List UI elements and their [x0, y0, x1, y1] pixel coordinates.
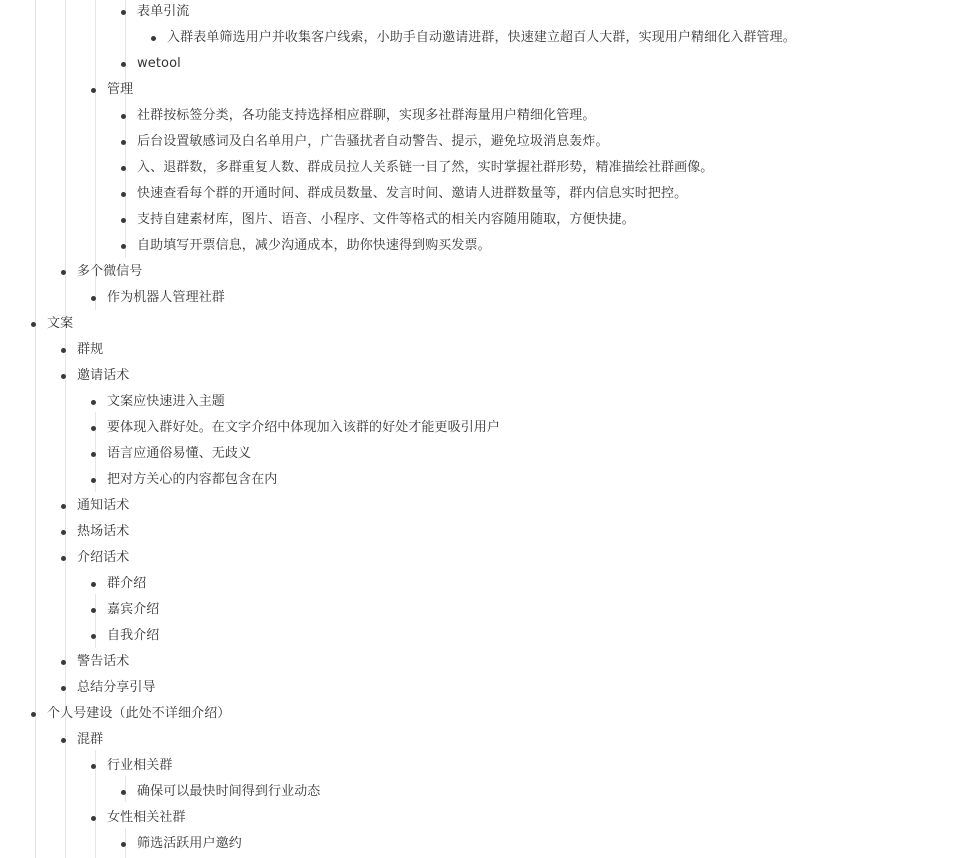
outline-item[interactable]: [0, 676, 978, 702]
outline-item-text: 总结分享引导: [77, 680, 156, 695]
bullet-dot-icon[interactable]: [61, 348, 66, 353]
bullet-dot-icon[interactable]: [31, 322, 36, 327]
bullet-dot-icon[interactable]: [61, 738, 66, 743]
outline-item[interactable]: [0, 702, 978, 728]
outline-item[interactable]: [0, 312, 978, 338]
outline-item-text: 快速查看每个群的开通时间、群成员数量、发言时间、邀请人进群数量等，群内信息实时把控。: [137, 186, 688, 201]
outline-item-text: 文案应快速进入主题: [107, 394, 225, 409]
bullet-dot-icon[interactable]: [61, 504, 66, 509]
outline-item[interactable]: [0, 104, 978, 130]
outline-item-text: 文案: [47, 316, 74, 331]
outline-item-text: 把对方关心的内容都包含在内: [107, 472, 278, 487]
outline-item[interactable]: [0, 0, 978, 26]
outline-item[interactable]: [0, 26, 978, 52]
outline-item-text: 筛选活跃用户邀约: [137, 836, 242, 851]
outline-item-text: 确保可以最快时间得到行业动态: [137, 784, 321, 799]
outline-item-text: 入、退群数，多群重复人数、群成员拉人关系链一目了然，实时掌握社群形势，精准描绘社群画像。: [137, 160, 714, 175]
outline-item[interactable]: [0, 546, 978, 572]
outline-item-text: 个人号建设（此处不详细介绍）: [47, 706, 231, 721]
bullet-dot-icon[interactable]: [61, 270, 66, 275]
bullet-dot-icon[interactable]: [121, 140, 126, 145]
bullet-dot-icon[interactable]: [121, 192, 126, 197]
outline-item[interactable]: [0, 286, 978, 312]
outline-item-text: 警告话术: [77, 654, 130, 669]
outline-item[interactable]: [0, 208, 978, 234]
bullet-dot-icon[interactable]: [91, 634, 96, 639]
outline-item-text: wetool: [137, 56, 181, 71]
bullet-dot-icon[interactable]: [61, 660, 66, 665]
outline-item[interactable]: [0, 416, 978, 442]
outline-item[interactable]: [0, 494, 978, 520]
outline-item-text: 自助填写开票信息，减少沟通成本，助你快速得到购买发票。: [137, 238, 491, 253]
outline-item[interactable]: [0, 806, 978, 832]
outline-item[interactable]: [0, 130, 978, 156]
bullet-dot-icon[interactable]: [91, 582, 96, 587]
outline-item-text: 管理: [107, 82, 134, 97]
outline-item[interactable]: [0, 338, 978, 364]
outline-item-text: 介绍话术: [77, 550, 130, 565]
bullet-dot-icon[interactable]: [91, 478, 96, 483]
bullet-dot-icon[interactable]: [121, 790, 126, 795]
outline-item[interactable]: [0, 624, 978, 650]
outline-item-text: 后台设置敏感词及白名单用户，广告骚扰者自动警告、提示，避免垃圾消息轰炸。: [137, 134, 609, 149]
outline-item-text: 通知话术: [77, 498, 130, 513]
bullet-dot-icon[interactable]: [121, 842, 126, 847]
bullet-dot-icon[interactable]: [61, 530, 66, 535]
bullet-dot-icon[interactable]: [121, 62, 126, 67]
outline-item-text: 邀请话术: [77, 368, 130, 383]
outline-item[interactable]: [0, 650, 978, 676]
outline-item-text: 支持自建素材库，图片、语音、小程序、文件等格式的相关内容随用随取，方便快捷。: [137, 212, 635, 227]
outline-item-text: 女性相关社群: [107, 810, 186, 825]
outline-item[interactable]: [0, 442, 978, 468]
bullet-dot-icon[interactable]: [61, 374, 66, 379]
outline-item[interactable]: [0, 468, 978, 494]
bullet-dot-icon[interactable]: [151, 36, 156, 41]
bullet-dot-icon[interactable]: [61, 686, 66, 691]
bullet-dot-icon[interactable]: [91, 426, 96, 431]
outline-item-text: 热场话术: [77, 524, 130, 539]
outline-item-text: 语言应通俗易懂、无歧义: [107, 446, 252, 461]
outline-item[interactable]: [0, 598, 978, 624]
bullet-dot-icon[interactable]: [91, 452, 96, 457]
bullet-dot-icon[interactable]: [121, 10, 126, 15]
outline-item[interactable]: [0, 156, 978, 182]
outline-item[interactable]: [0, 182, 978, 208]
outline-item-text: 自我介绍: [107, 628, 160, 643]
bullet-dot-icon[interactable]: [61, 556, 66, 561]
outline-item-text: 群介绍: [107, 576, 147, 591]
bullet-dot-icon[interactable]: [91, 608, 96, 613]
bullet-dot-icon[interactable]: [91, 764, 96, 769]
outline-item-text: 表单引流: [137, 4, 190, 19]
outline-item[interactable]: [0, 260, 978, 286]
outline-item-text: 群规: [77, 342, 104, 357]
outline-item[interactable]: [0, 754, 978, 780]
outline-item-text: 嘉宾介绍: [107, 602, 160, 617]
outline-item-text: 行业相关群: [107, 758, 173, 773]
outline-item[interactable]: [0, 234, 978, 260]
bullet-dot-icon[interactable]: [31, 712, 36, 717]
outline-item-text: 要体现入群好处。在文字介绍中体现加入该群的好处才能更吸引用户: [107, 420, 501, 435]
outline-item[interactable]: [0, 728, 978, 754]
bullet-dot-icon[interactable]: [91, 400, 96, 405]
outline-item[interactable]: [0, 78, 978, 104]
bullet-dot-icon[interactable]: [121, 166, 126, 171]
outline-item-text: 作为机器人管理社群: [107, 290, 225, 305]
bullet-dot-icon[interactable]: [91, 816, 96, 821]
outline-item[interactable]: [0, 364, 978, 390]
outline-item[interactable]: [0, 52, 978, 78]
outline-item[interactable]: [0, 390, 978, 416]
outline-item-text: 入群表单筛选用户并收集客户线索，小助手自动邀请进群，快速建立超百人大群，实现用户精细化入群管理。: [167, 30, 796, 45]
outline-item[interactable]: [0, 520, 978, 546]
outline-item-text: 社群按标签分类，各功能支持选择相应群聊，实现多社群海量用户精细化管理。: [137, 108, 596, 123]
bullet-dot-icon[interactable]: [91, 296, 96, 301]
outline-item[interactable]: [0, 832, 978, 858]
bullet-dot-icon[interactable]: [121, 218, 126, 223]
outline-item-text: 混群: [77, 732, 104, 747]
bullet-dot-icon[interactable]: [121, 244, 126, 249]
bullet-dot-icon[interactable]: [91, 88, 96, 93]
outline-item[interactable]: [0, 572, 978, 598]
outline-item-text: 多个微信号: [77, 264, 143, 279]
outline-item[interactable]: [0, 780, 978, 806]
bullet-dot-icon[interactable]: [121, 114, 126, 119]
